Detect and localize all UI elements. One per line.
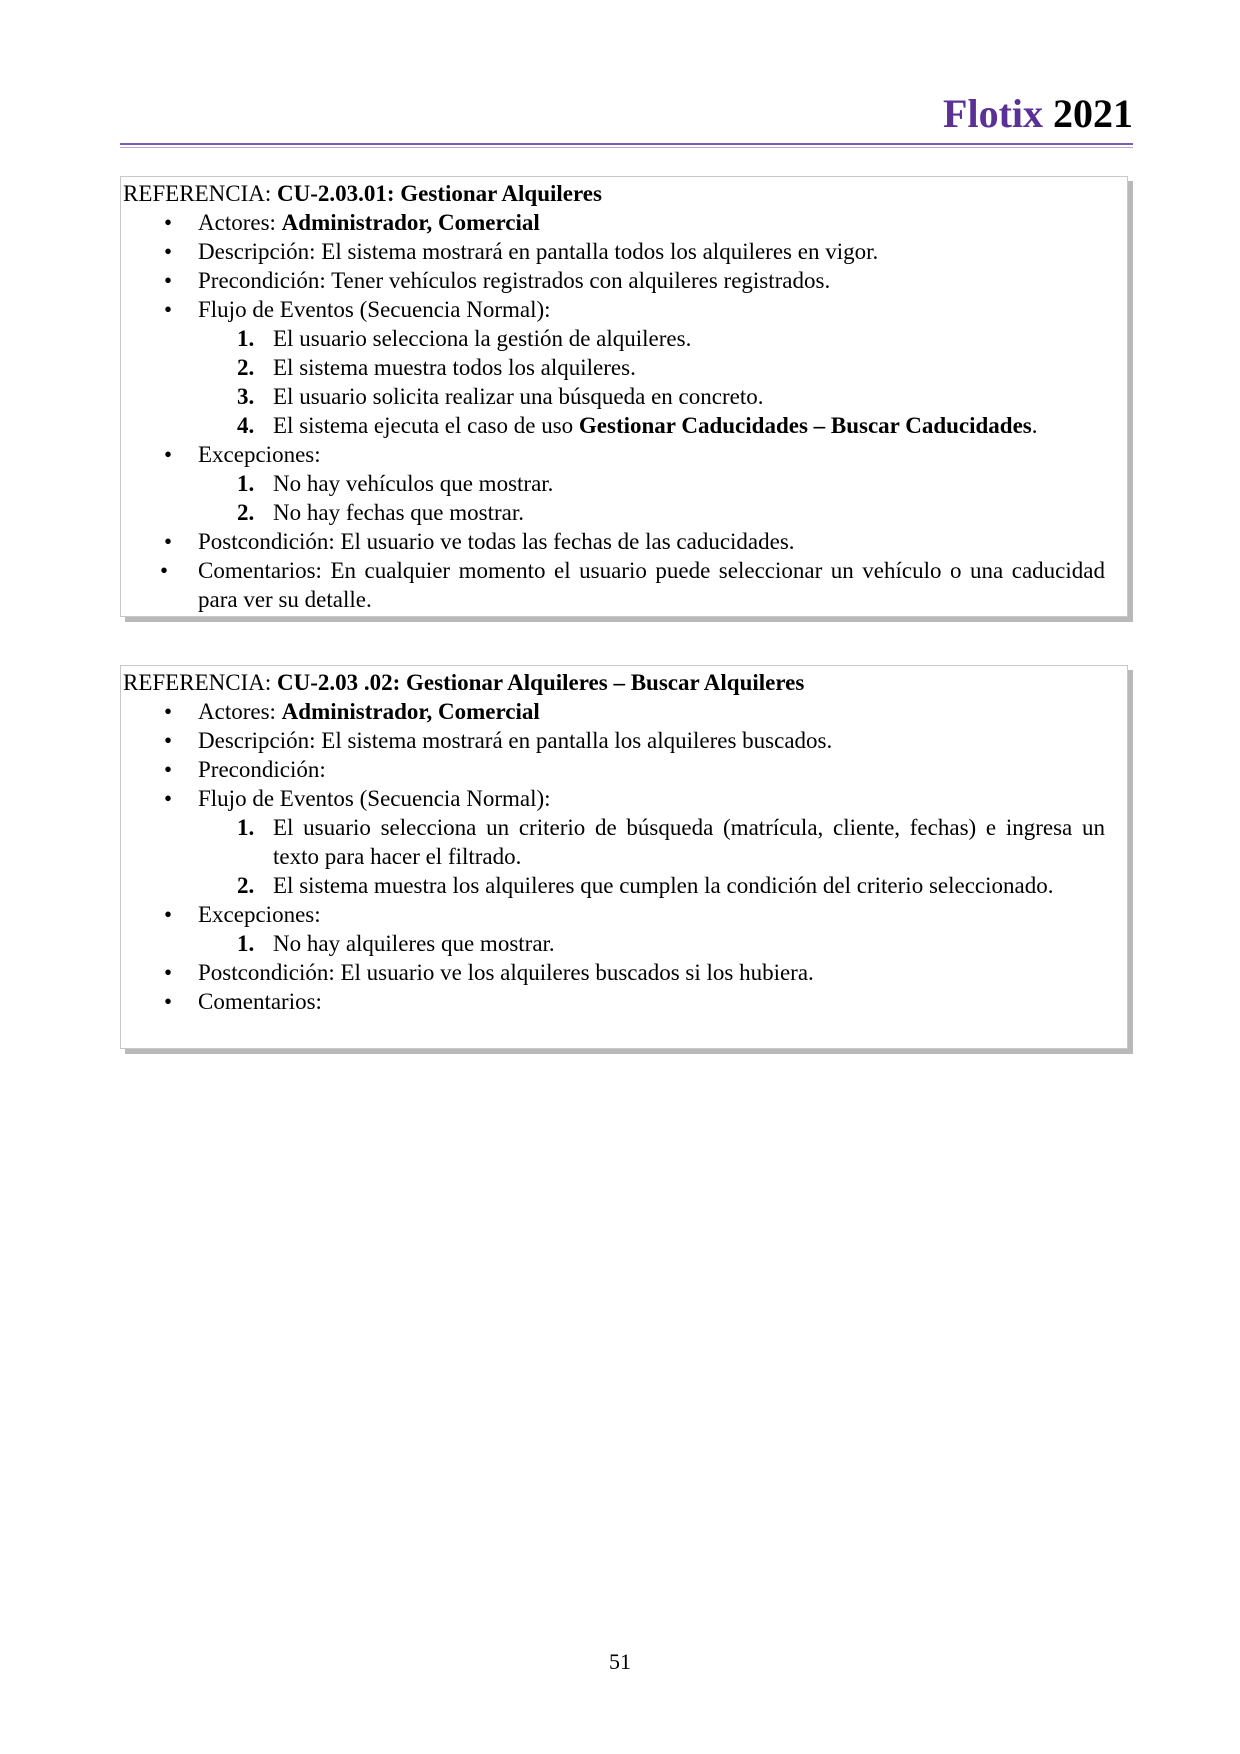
header-year: 2021 xyxy=(1053,91,1133,136)
step-text: El usuario solicita realizar una búsqueda en concreto. xyxy=(273,384,764,409)
excepciones-list xyxy=(198,929,1105,958)
page-number: 51 xyxy=(609,1649,631,1674)
precondicion-text: Precondición: Tener vehículos registrados con alquileres registrados. xyxy=(198,268,831,293)
step-item xyxy=(198,813,1105,871)
bullet-icon: • xyxy=(163,757,173,782)
step-number: 2. xyxy=(237,873,255,898)
exception-text: No hay vehículos que mostrar. xyxy=(273,471,554,496)
flujo-steps xyxy=(198,324,1105,440)
bullet-icon: • xyxy=(163,529,173,554)
flujo-item xyxy=(123,295,1127,440)
exception-item xyxy=(198,498,1105,527)
header-rule xyxy=(120,143,1133,145)
use-case-box-1 xyxy=(120,176,1128,617)
actores-label: Actores: xyxy=(198,699,282,724)
reference-value: CU-2.03.01: Gestionar Alquileres xyxy=(276,181,602,206)
flujo-steps xyxy=(198,813,1105,900)
postcondicion-text: Postcondición: El usuario ve los alquileres buscados si los hubiera. xyxy=(198,960,814,985)
header-rule-secondary xyxy=(120,147,1133,148)
actores-value: Administrador, Comercial xyxy=(281,210,540,235)
bullet-icon: • xyxy=(163,239,173,264)
descripcion-item xyxy=(123,726,1127,755)
step-item xyxy=(198,324,1105,353)
bullet-icon: • xyxy=(163,902,173,927)
reference-label: REFERENCIA: xyxy=(123,670,277,695)
exception-text: No hay fechas que mostrar. xyxy=(273,500,525,525)
descripcion-text: Descripción: El sistema mostrará en pantalla todos los alquileres en vigor. xyxy=(198,239,879,264)
header-brand: Flotix xyxy=(943,91,1043,136)
postcondicion-item xyxy=(123,527,1127,556)
flujo-label: Flujo de Eventos (Secuencia Normal): xyxy=(198,297,551,322)
step-text: El sistema muestra los alquileres que cumplen la condición del criterio seleccionado. xyxy=(273,873,1054,898)
bullet-icon: • xyxy=(163,786,173,811)
reference-value: CU-2.03 .02: Gestionar Alquileres – Buscar Alquileres xyxy=(276,670,805,695)
descripcion-text: Descripción: El sistema mostrará en pantalla los alquileres buscados. xyxy=(198,728,833,753)
step-number: 2. xyxy=(237,355,255,380)
flujo-label: Flujo de Eventos (Secuencia Normal): xyxy=(198,786,551,811)
step-item xyxy=(198,382,1105,411)
excepciones-list xyxy=(198,469,1105,527)
postcondicion-item xyxy=(123,958,1127,987)
postcondicion-text: Postcondición: El usuario ve todas las fechas de las caducidades. xyxy=(198,529,795,554)
step-item xyxy=(198,871,1105,900)
bullet-icon: • xyxy=(163,297,173,322)
comentarios-text: Comentarios: En cualquier momento el usuario puede seleccionar un vehículo o una caducidad para ver su detalle. xyxy=(198,558,1105,612)
bullet-icon: • xyxy=(163,268,173,293)
flujo-item xyxy=(123,784,1127,900)
step-number: 3. xyxy=(237,384,255,409)
precondicion-item xyxy=(123,755,1127,784)
exception-number: 1. xyxy=(237,471,255,496)
step-item xyxy=(198,411,1117,440)
step-number: 4. xyxy=(237,413,255,438)
step-use-case-reference: Gestionar Caducidades – Buscar Caducidades xyxy=(578,413,1032,438)
bullet-icon: • xyxy=(160,558,169,583)
bullet-icon: • xyxy=(163,728,173,753)
exception-number: 1. xyxy=(237,931,255,956)
actores-item xyxy=(123,208,1127,237)
excepciones-label: Excepciones: xyxy=(198,902,321,927)
reference-label: REFERENCIA: xyxy=(123,181,277,206)
step-text: El sistema muestra todos los alquileres. xyxy=(273,355,636,380)
actores-item xyxy=(123,697,1127,726)
bullet-icon: • xyxy=(163,699,173,724)
precondicion-text: Precondición: xyxy=(198,757,326,782)
excepciones-label: Excepciones: xyxy=(198,442,321,467)
step-number: 1. xyxy=(237,815,255,840)
use-case-box-2 xyxy=(120,665,1128,1049)
exception-text: No hay alquileres que mostrar. xyxy=(273,931,555,956)
step-text: El sistema ejecuta el caso de uso xyxy=(273,413,579,438)
use-case-reference xyxy=(123,668,1127,697)
bullet-icon: • xyxy=(163,960,173,985)
comentarios-text: Comentarios: xyxy=(198,989,322,1014)
bullet-icon: • xyxy=(163,989,173,1014)
step-text: El usuario selecciona la gestión de alquileres. xyxy=(273,326,692,351)
exception-item xyxy=(198,469,1105,498)
comentarios-item xyxy=(123,556,1127,614)
exception-number: 2. xyxy=(237,500,255,525)
use-case-items xyxy=(123,697,1127,1016)
step-text-end: . xyxy=(1031,413,1038,438)
use-case-items xyxy=(123,208,1127,614)
page-header xyxy=(120,90,1133,138)
excepciones-item xyxy=(123,900,1127,958)
actores-label: Actores: xyxy=(198,210,282,235)
excepciones-item xyxy=(123,440,1127,527)
precondicion-item xyxy=(123,266,1127,295)
comentarios-item xyxy=(123,987,1127,1016)
step-number: 1. xyxy=(237,326,255,351)
use-case-reference xyxy=(123,179,1127,208)
exception-item xyxy=(198,929,1105,958)
bullet-icon: • xyxy=(163,210,173,235)
step-item xyxy=(198,353,1105,382)
bullet-icon: • xyxy=(163,442,173,467)
actores-value: Administrador, Comercial xyxy=(281,699,540,724)
descripcion-item xyxy=(123,237,1127,266)
step-text: El usuario selecciona un criterio de búsqueda (matrícula, cliente, fechas) e ingresa un texto para hacer el filtrado. xyxy=(273,815,1105,869)
